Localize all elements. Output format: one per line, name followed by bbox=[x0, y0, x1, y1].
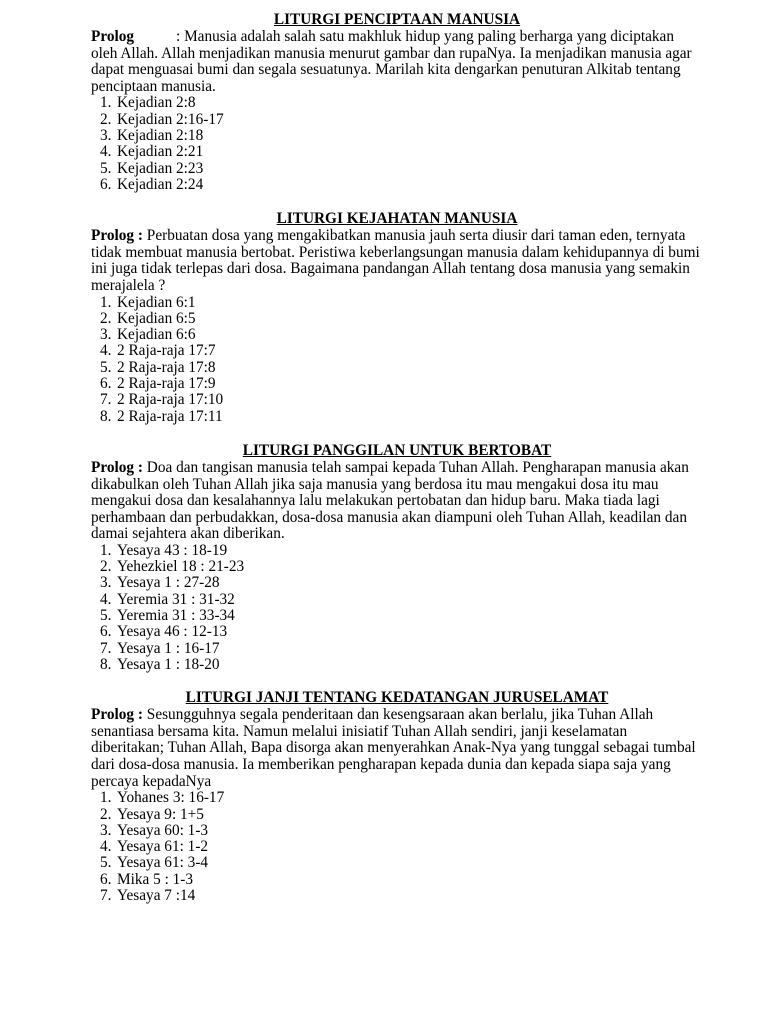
list-number: 6. bbox=[100, 623, 112, 641]
list-number: 1. bbox=[100, 789, 112, 807]
list-number: 7. bbox=[100, 887, 112, 904]
section-penciptaan bbox=[91, 12, 703, 193]
scripture-reference: Kejadian 6:5 bbox=[117, 309, 196, 327]
list-number: 6. bbox=[100, 375, 112, 393]
list-item bbox=[100, 360, 703, 376]
scripture-reference: Yesaya 43 : 18-19 bbox=[117, 541, 228, 559]
scripture-reference: 2 Raja-raja 17:7 bbox=[117, 342, 216, 360]
list-item bbox=[100, 327, 703, 343]
list-number: 4. bbox=[100, 590, 112, 608]
scripture-list bbox=[91, 95, 703, 193]
document-page bbox=[91, 12, 703, 904]
list-item bbox=[100, 311, 703, 327]
scripture-reference: 2 Raja-raja 17:10 bbox=[117, 391, 224, 409]
scripture-reference: Yesaya 60: 1-3 bbox=[117, 821, 209, 839]
section-title: LITURGI PANGGILAN UNTUK BERTOBAT bbox=[242, 441, 552, 459]
list-item bbox=[100, 807, 703, 823]
scripture-reference: Kejadian 2:16-17 bbox=[117, 110, 224, 128]
scripture-reference: Yesaya 7 :14 bbox=[117, 887, 196, 904]
list-number: 3. bbox=[100, 126, 112, 144]
list-item bbox=[100, 177, 703, 193]
section-panggilan-bertobat bbox=[91, 443, 703, 673]
list-number: 4. bbox=[100, 838, 112, 856]
list-item bbox=[100, 823, 703, 839]
list-item bbox=[100, 376, 703, 392]
list-number: 2. bbox=[100, 110, 112, 128]
list-number: 8. bbox=[100, 655, 112, 673]
list-item bbox=[100, 624, 703, 640]
list-item bbox=[100, 872, 703, 888]
scripture-reference: Yesaya 46 : 12-13 bbox=[117, 623, 228, 641]
scripture-reference: Kejadian 6:1 bbox=[117, 293, 196, 311]
list-number: 2. bbox=[100, 558, 112, 576]
list-number: 2. bbox=[100, 309, 112, 327]
section-janji-juruselamat bbox=[91, 690, 703, 904]
list-item bbox=[100, 608, 703, 624]
scripture-reference: Yesaya 1 : 16-17 bbox=[117, 639, 220, 657]
section-title: LITURGI KEJAHATAN MANUSIA bbox=[276, 210, 518, 228]
list-number: 5. bbox=[100, 854, 112, 872]
list-item bbox=[100, 657, 703, 673]
scripture-reference: Kejadian 6:6 bbox=[117, 326, 196, 344]
prolog-label: Prolog : bbox=[91, 706, 143, 724]
scripture-reference: Yesaya 1 : 27-28 bbox=[117, 574, 220, 592]
list-item bbox=[100, 144, 703, 160]
scripture-reference: Yohanes 3: 16-17 bbox=[117, 789, 225, 807]
list-number: 4. bbox=[100, 342, 112, 360]
scripture-list bbox=[91, 295, 703, 425]
list-item bbox=[100, 161, 703, 177]
prolog-text: Sesungguhnya segala penderitaan dan kesengsaraan akan berlalu, jika Tuhan Allah senantiasa bersama kita. Namun melalui inisiatif Tuhan Allah sendiri, janji keselamatan diberitakan; Tuhan Allah, Bapa disorga akan menyerahkan Anak-Nya yang tunggal sebagai tumbal dari dosa-dosa manusia. Ia memberikan pengharapan kepada dunia dan kepada siapa saja yang percaya kepadaNya bbox=[91, 706, 696, 790]
list-item bbox=[100, 855, 703, 871]
list-item bbox=[100, 888, 703, 904]
prolog-label: Prolog : bbox=[91, 458, 143, 476]
list-item bbox=[100, 839, 703, 855]
list-item bbox=[100, 95, 703, 111]
prolog-label: Prolog : bbox=[91, 227, 143, 245]
list-item bbox=[100, 295, 703, 311]
list-number: 2. bbox=[100, 805, 112, 823]
scripture-reference: Kejadian 2:24 bbox=[117, 175, 204, 193]
list-number: 7. bbox=[100, 639, 112, 657]
prolog-text: Doa dan tangisan manusia telah sampai kepada Tuhan Allah. Pengharapan manusia akan dikabulkan oleh Tuhan Allah jika saja manusia yang berdosa itu mau mengakui dosa itu mau mengakui dosa dan kesalahannya lalu melakukan pertobatan dan hidup baru. Maka tiada lagi perhambaan dan perbudakkan, dosa-dosa manusia akan diampuni oleh Tuhan Allah, keadilan dan damai sejahtera akan diberikan. bbox=[91, 458, 689, 543]
scripture-reference: Kejadian 2:21 bbox=[117, 143, 204, 161]
scripture-reference: Yesaya 1 : 18-20 bbox=[117, 655, 220, 673]
list-number: 5. bbox=[100, 358, 112, 376]
list-number: 6. bbox=[100, 870, 112, 888]
list-item bbox=[100, 409, 703, 425]
scripture-reference: Yesaya 9: 1+5 bbox=[117, 805, 204, 823]
list-item bbox=[100, 559, 703, 575]
list-item bbox=[100, 592, 703, 608]
prolog-text: Perbuatan dosa yang mengakibatkan manusia jauh serta diusir dari taman eden, ternyata tidak membuat manusia bertobat. Peristiwa keberlangsungan manusia dalam kehidupannya di bumi ini juga tidak terlepas dari dosa. Bagaimana pandangan Allah tentang dosa manusia yang semakin merajalela ? bbox=[91, 227, 700, 294]
list-item bbox=[100, 392, 703, 408]
prolog-paragraph bbox=[91, 460, 703, 543]
list-item bbox=[100, 641, 703, 657]
scripture-reference: Yeremia 31 : 33-34 bbox=[117, 607, 235, 625]
prolog-paragraph bbox=[91, 29, 703, 95]
scripture-reference: 2 Raja-raja 17:8 bbox=[117, 358, 216, 376]
scripture-reference: Mika 5 : 1-3 bbox=[117, 870, 194, 888]
prolog-paragraph bbox=[91, 707, 703, 790]
list-number: 7. bbox=[100, 391, 112, 409]
list-number: 4. bbox=[100, 143, 112, 161]
section-title: LITURGI JANJI TENTANG KEDATANGAN JURUSELAMAT bbox=[185, 689, 609, 707]
list-number: 1. bbox=[100, 293, 112, 311]
scripture-reference: 2 Raja-raja 17:11 bbox=[117, 407, 223, 425]
prolog-text: : Manusia adalah salah satu makhluk hidup yang paling berharga yang diciptakan oleh Allah. Allah menjadikan manusia menurut gambar dan rupaNya. Ia menjadikan manusia agar dapat menguasai bumi dan segala sesuatunya. Marilah kita dengarkan penuturan Alkitab tentang penciptaan manusia. bbox=[91, 28, 692, 95]
list-number: 3. bbox=[100, 821, 112, 839]
scripture-list bbox=[91, 543, 703, 673]
list-number: 8. bbox=[100, 407, 112, 425]
prolog-paragraph bbox=[91, 228, 703, 294]
list-number: 3. bbox=[100, 326, 112, 344]
list-item bbox=[100, 343, 703, 359]
scripture-reference: Kejadian 2:18 bbox=[117, 126, 204, 144]
scripture-reference: Yesaya 61: 3-4 bbox=[117, 854, 209, 872]
list-item bbox=[100, 112, 703, 128]
list-number: 5. bbox=[100, 607, 112, 625]
scripture-reference: Yeremia 31 : 31-32 bbox=[117, 590, 235, 608]
list-number: 3. bbox=[100, 574, 112, 592]
prolog-label: Prolog bbox=[91, 28, 135, 45]
scripture-reference: Kejadian 2:23 bbox=[117, 159, 204, 177]
list-number: 5. bbox=[100, 159, 112, 177]
section-title: LITURGI PENCIPTAAN MANUSIA bbox=[273, 11, 521, 28]
list-item bbox=[100, 575, 703, 591]
section-kejahatan bbox=[91, 211, 703, 425]
scripture-reference: 2 Raja-raja 17:9 bbox=[117, 375, 216, 393]
scripture-reference: Yesaya 61: 1-2 bbox=[117, 838, 209, 856]
list-number: 6. bbox=[100, 175, 112, 193]
list-number: 1. bbox=[100, 541, 112, 559]
list-item bbox=[100, 543, 703, 559]
list-item bbox=[100, 790, 703, 806]
scripture-list bbox=[91, 790, 703, 904]
scripture-reference: Kejadian 2:8 bbox=[117, 94, 196, 112]
list-item bbox=[100, 128, 703, 144]
scripture-reference: Yehezkiel 18 : 21-23 bbox=[117, 558, 245, 576]
list-number: 1. bbox=[100, 94, 112, 112]
